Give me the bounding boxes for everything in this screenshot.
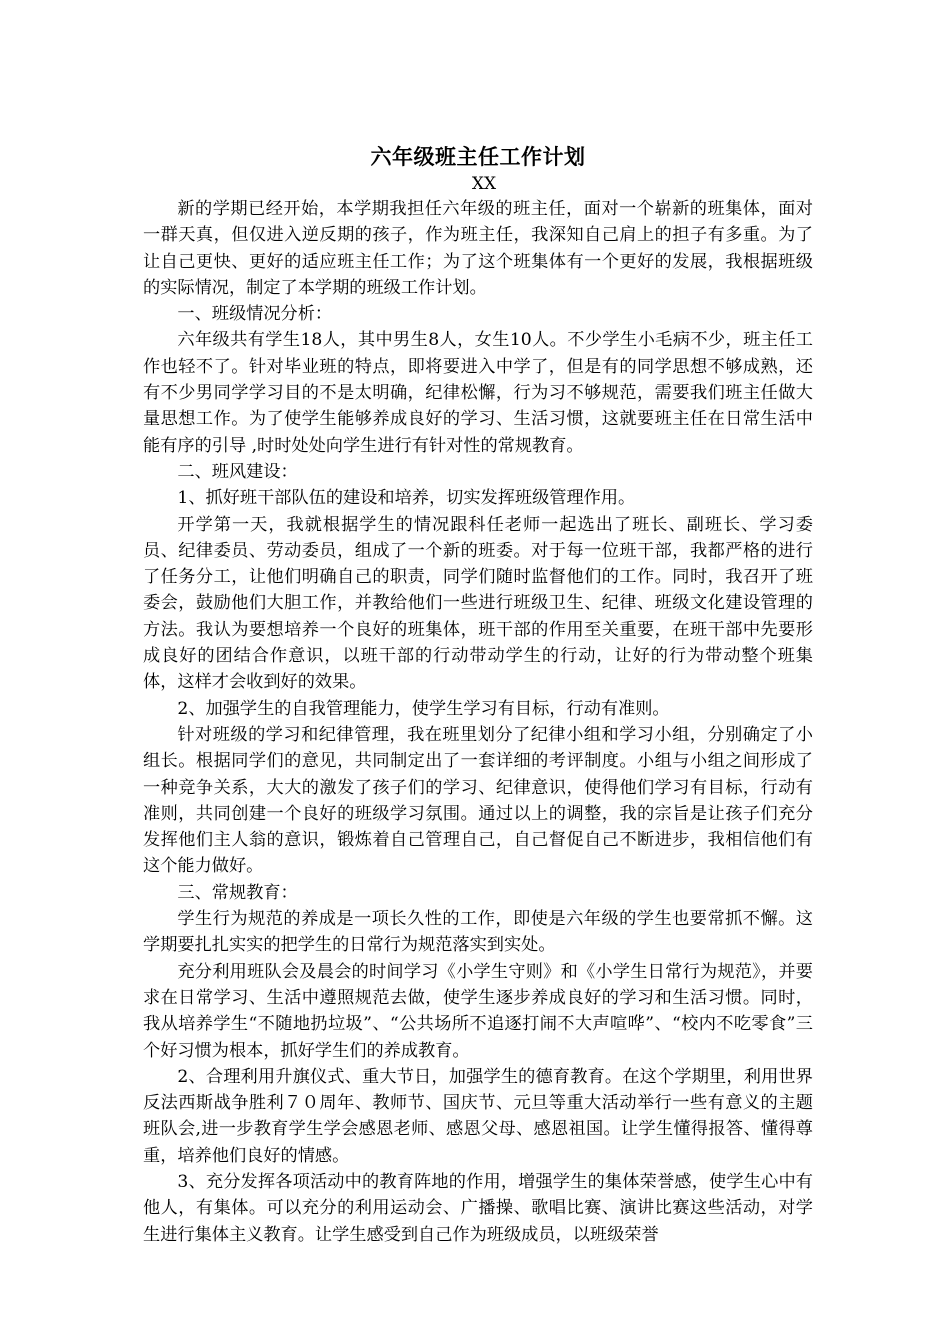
subheading-self-management: 2、加强学生的自我管理能力，使学生学习有目标，行动有准则。 bbox=[177, 698, 670, 719]
code-of-conduct-paragraph: 充分利用班队会及晨会的时间学习《小学生守则》和《小学生日常行为规范》，并要求在日常学习、生活中遵照规范去做，使学生逐步养成良好的学习和生活习惯。同时，我从培养学生“不随地扔垃圾”、“公共场所不追逐打闹不大声喧哗”、“校内不吃零食”三个好习惯为根本，抓好学生们的养成教育。 bbox=[143, 961, 813, 1061]
document-title: 六年级班主任工作计划 bbox=[370, 144, 586, 169]
section-heading-class-style: 二、班风建设： bbox=[177, 461, 298, 482]
document-page bbox=[143, 142, 813, 1248]
class-analysis-paragraph: 六年级共有学生18人，其中男生8人，女生10人。不少学生小毛病不少，班主任工作也轻不了。针对毕业班的特点，即将要进入中学了，但是有的同学思想不够成熟，还有不少男同学学习目的不是太明确，纪律松懈，行为习不够规范，需要我们班主任做大量思想工作。为了使学生能够养成良好的学习、生活习惯，这就要班主任在日常生活中能有序的引导 ,时时处处向学生进行有针对性的常规教育。 bbox=[143, 330, 813, 456]
self-management-paragraph: 针对班级的学习和纪律管理，我在班里划分了纪律小组和学习小组，分别确定了小组长。根据同学们的意见，共同制定出了一套详细的考评制度。小组与小组之间形成了一种竞争关系，大大的激发了孩子们的学习、纪律意识，使得他们学习有目标，行动有准则，共同创建一个良好的班级学习氛围。通过以上的调整，我的宗旨是让孩子们充分发挥他们主人翁的意识，锻炼着自己管理自己，自己督促自己不断进步，我相信他们有这个能力做好。 bbox=[143, 724, 813, 877]
intro-paragraph: 新的学期已经开始，本学期我担任六年级的班主任，面对一个崭新的班集体，面对一群天真，但仅进入逆反期的孩子，作为班主任，我深知自己肩上的担子有多重。为了让自己更快、更好的适应班主任工作；为了这个班集体有一个更好的发展，我根据班级的实际情况，制定了本学期的班级工作计划。 bbox=[143, 199, 813, 298]
class-cadres-paragraph: 开学第一天，我就根据学生的情况跟科任老师一起选出了班长、副班长、学习委员、纪律委员、劳动委员，组成了一个新的班委。对于每一位班干部，我都严格的进行了任务分工，让他们明确自己的职责，同学们随时监督他们的工作。同时，我召开了班委会，鼓励他们大胆工作，并教给他们一些进行班级卫生、纪律、班级文化建设管理的方法。我认为要想培养一个良好的班集体，班干部的作用至关重要，在班干部中先要形成良好的团结合作意识，以班干部的行动带动学生的行动，让好的行为带动整个班集体，这样才会收到好的效果。 bbox=[143, 514, 813, 693]
moral-education-paragraph: 2、合理利用升旗仪式、重大节日，加强学生的德育教育。在这个学期里，利用世界反法西斯战争胜利７０周年、教师节、国庆节、元旦等重大活动举行一些有意义的主题班队会,进一步教育学生学会感恩老师、感恩父母、感恩祖国。让学生懂得报答、懂得尊重，培养他们良好的情感。 bbox=[143, 1066, 813, 1166]
section-heading-routine-education: 三、常规教育： bbox=[177, 882, 298, 903]
subheading-class-cadres: 1、抓好班干部队伍的建设和培养，切实发挥班级管理作用。 bbox=[177, 488, 636, 509]
document-author: XX bbox=[471, 174, 497, 194]
activities-paragraph: 3、充分发挥各项活动中的教育阵地的作用，增强学生的集体荣誉感，使学生心中有他人，有集体。可以充分的利用运动会、广播操、歌唱比赛、演讲比赛这些活动，对学生进行集体主义教育。让学生感受到自己作为班级成员，以班级荣誉 bbox=[143, 1171, 813, 1245]
routine-education-paragraph: 学生行为规范的养成是一项长久性的工作，即使是六年级的学生也要常抓不懈。这学期要扎扎实实的把学生的日常行为规范落实到实处。 bbox=[143, 909, 813, 956]
section-heading-class-analysis: 一、班级情况分析： bbox=[177, 304, 333, 325]
